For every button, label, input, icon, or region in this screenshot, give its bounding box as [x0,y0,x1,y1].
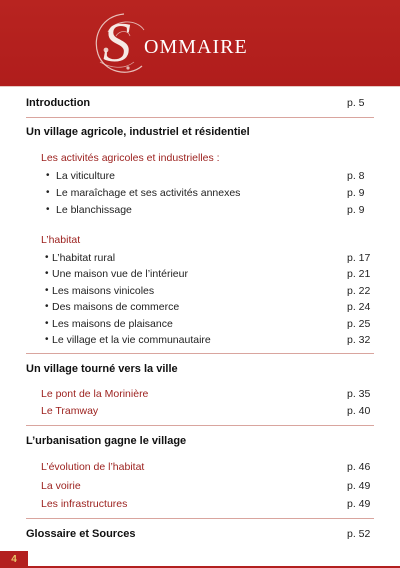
toc-item[interactable] [0,250,400,266]
toc-heading-label: L’urbanisation gagne le village [26,435,187,447]
toc-item[interactable] [0,459,400,475]
section-divider [26,425,374,426]
toc-page-number: p. 46 [347,461,371,473]
bullet-icon: • [46,187,50,198]
toc-item-label: Le village et la vie communautaire [52,334,211,346]
page-title: OMMAIRE [144,36,248,58]
bullet-icon: • [45,268,49,279]
toc-page-number: p. 49 [347,480,371,492]
toc-page-number: p. 22 [347,285,371,297]
section-divider [26,117,374,118]
toc-item[interactable] [0,266,400,282]
section-divider [26,353,374,354]
toc-item[interactable] [0,299,400,315]
toc-subheading-label: Les infrastructures [41,498,128,510]
toc-item[interactable] [0,283,400,299]
toc-page-number: p. 8 [347,170,365,182]
toc-page-number: p. 5 [347,97,365,109]
toc-subheading-label: Le pont de la Morinière [41,388,149,400]
toc-subheading-label: La voirie [41,480,81,492]
title-initial: S [103,12,131,74]
toc-item[interactable] [0,316,400,332]
bullet-icon: • [45,334,49,345]
section-divider [26,518,374,519]
toc-heading-section2[interactable] [0,361,400,377]
toc-item-label: L’habitat rural [52,252,116,264]
toc-heading-label: Introduction [26,97,91,109]
bullet-icon: • [46,204,50,215]
toc-page-number: p. 32 [347,334,371,346]
bullet-icon: • [45,301,49,312]
toc-subheading-habitat[interactable] [0,232,400,248]
toc-item[interactable] [0,478,400,494]
toc-item-label: Les maisons de plaisance [52,318,173,330]
toc-item-label: Les maisons vinicoles [52,285,155,297]
toc-heading-label: Un village agricole, industriel et résidentiel [26,126,250,138]
toc-item[interactable] [0,496,400,512]
toc-item-label: Le maraîchage et ses activités annexes [56,187,241,199]
toc-item[interactable] [0,168,400,184]
bullet-icon: • [46,170,50,181]
toc-subheading-label: L’évolution de l’habitat [41,461,145,473]
toc-item-label: Le blanchissage [56,204,132,216]
toc-page-number: p. 17 [347,252,371,264]
toc-item[interactable] [0,332,400,348]
toc-subheading-label: Les activités agricoles et industrielles : [41,152,220,164]
toc-item[interactable] [0,185,400,201]
toc-subheading-label: Le Tramway [41,405,99,417]
toc-subheading-activites[interactable] [0,150,400,166]
toc-heading-label: Glossaire et Sources [26,528,136,540]
toc-page-number: p. 25 [347,318,371,330]
toc-page-number: p. 9 [347,187,365,199]
toc-page-number: p. 52 [347,528,371,540]
toc-subheading-label: L’habitat [41,234,81,246]
toc-heading-section1[interactable] [0,124,400,140]
toc-entry-glossary[interactable] [0,526,400,542]
toc-page-number: p. 9 [347,204,365,216]
bullet-icon: • [45,318,49,329]
toc-heading-label: Un village tourné vers la ville [26,363,178,375]
toc-page-number: p. 40 [347,405,371,417]
toc-page-number: p. 21 [347,268,371,280]
page-number: 4 [11,554,17,565]
toc-page-number: p. 24 [347,301,371,313]
toc-item[interactable] [0,386,400,402]
toc-page-number: p. 35 [347,388,371,400]
toc-item-label: Des maisons de commerce [52,301,180,313]
toc-page-number: p. 49 [347,498,371,510]
toc-item-label: La viticulture [56,170,115,182]
toc-item[interactable] [0,202,400,218]
bullet-icon: • [45,252,49,263]
toc-heading-section3[interactable] [0,433,400,449]
toc-item-label: Une maison vue de l’intérieur [52,268,188,280]
bullet-icon: • [45,285,49,296]
toc-item[interactable] [0,403,400,419]
toc-entry-introduction[interactable] [0,95,400,111]
